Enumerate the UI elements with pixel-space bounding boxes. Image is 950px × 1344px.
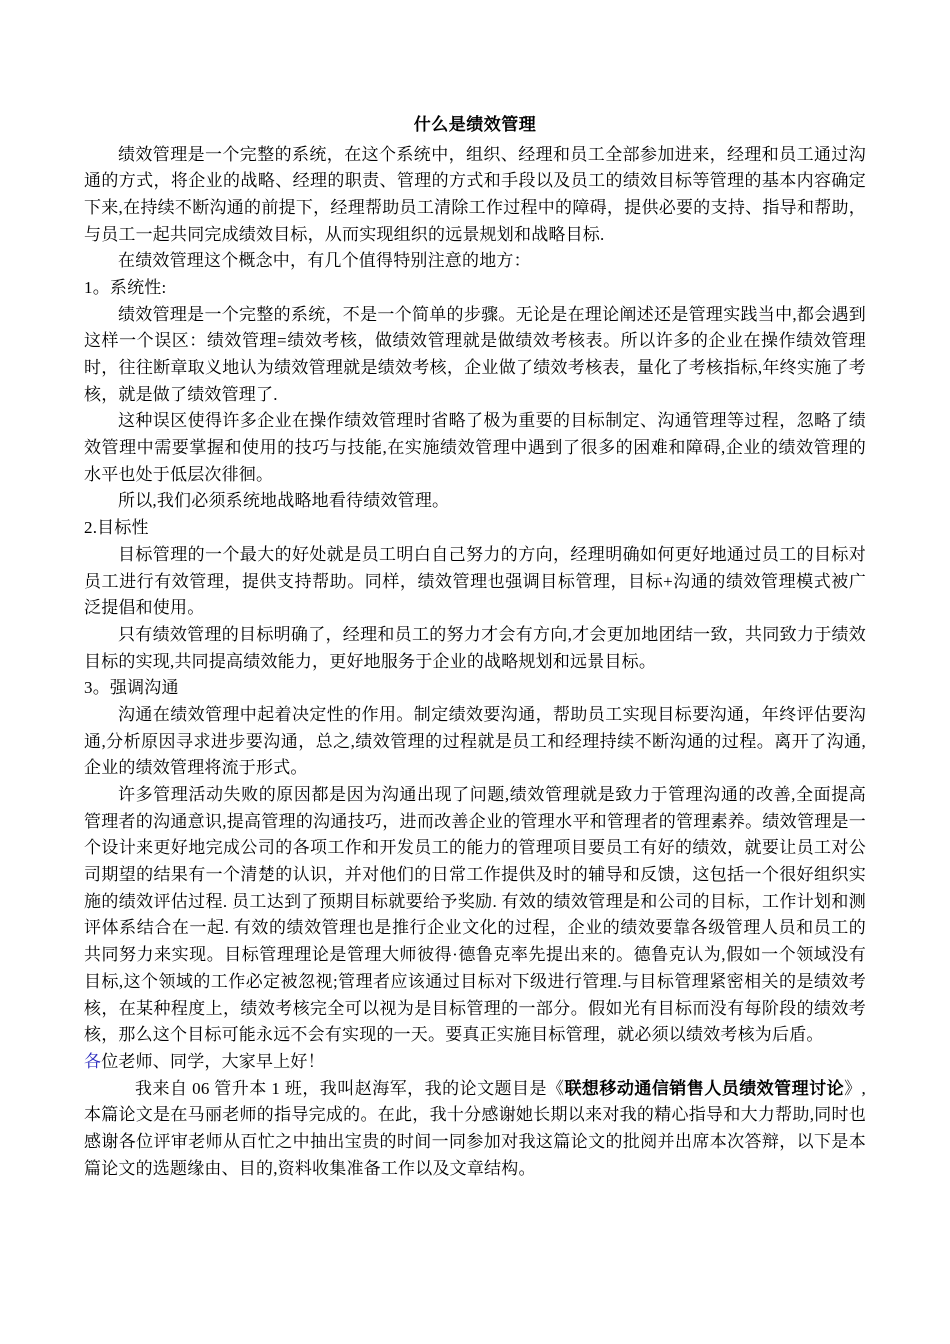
paragraph: 目标管理的一个最大的好处就是员工明白自己努力的方向，经理明确如何更好地通过员工的目标对员工进行有效管理，提供支持帮助。同样，绩效管理也强调目标管理，目标+沟通的绩效管理模式被广泛提倡和使用。 — [84, 544, 866, 618]
closing-tail: 》,本篇论文是在马丽老师的指导完成的。在此，我十分感谢她长期以来对我的精心指导和大力帮助,同时也感谢各位评审老师从百忙之中抽出宝贵的时间一同参加对我这篇论文的批阅并出席本次答辩，以下是本篇论文的选题缘由、目的,资料收集准备工作以及文章结构。 — [84, 1078, 866, 1178]
paragraph: 许多管理活动失败的原因都是因为沟通出现了问题,绩效管理就是致力于管理沟通的改善,全面提高管理者的沟通意识,提高管理的沟通技巧，进而改善企业的管理水平和管理者的管理素养。绩效管理是一个设计来更好地完成公司的各项工作和开发员工的能力的管理项目要员工有好的绩效，就要让员工对公司期望的结果有一个清楚的认识，并对他们的日常工作提供及时的辅导和反馈，这包括一个很好组织实施的绩效评估过程. 员工达到了预期目标就要给予奖励. 有效的绩效管理是和公司的目标，工作计划和测评体系结合在一起. 有效的绩效管理也是推行企业文化的过程，企业的绩效要靠各级管理人员和员工的共同努力来实现。目标管理理论是管理大师彼得·德鲁克率先提出来的。德鲁克认为,假如一个领域没有目标,这个领域的工作必定被忽视;管理者应该通过目标对下级进行管理.与目标管理紧密相关的是绩效考核，在某种程度上，绩效考核完全可以视为是目标管理的一部分。假如光有目标而没有每阶段的绩效考核，那么这个目标可能永远不会有实现的一天。要真正实施目标管理，就必须以绩效考核为后盾。 — [84, 785, 866, 1045]
paragraph: 这种误区使得许多企业在操作绩效管理时省略了极为重要的目标制定、沟通管理等过程，忽略了绩效管理中需要掌握和使用的技巧与技能,在实施绩效管理中遇到了很多的困难和障碍,企业的绩效管理的水平也处于低层次徘徊。 — [84, 411, 866, 484]
closing-paragraph — [84, 1076, 866, 1183]
section-heading-3: 3。强调沟通 — [84, 678, 179, 698]
paragraph: 所以,我们必须系统地战略地看待绩效管理。 — [118, 491, 450, 511]
page-title: 什么是绩效管理 — [413, 115, 537, 134]
greeting-line — [84, 1049, 866, 1076]
thesis-title: 联想移动通信销售人员绩效管理讨论 — [564, 1078, 845, 1098]
paragraph: 绩效管理是一个完整的系统，不是一个简单的步骤。无论是在理论阐述还是管理实践当中,都会遇到这样一个误区：绩效管理=绩效考核，做绩效管理就是做绩效考核表。所以许多的企业在操作绩效管理时，往往断章取义地认为绩效管理就是绩效考核，企业做了绩效考核表，量化了考核指标,年终实施了考核，就是做了绩效管理了. — [84, 304, 866, 404]
closing-lead: 我来自 06 管升本 1 班，我叫赵海军，我的论文题目是《 — [135, 1078, 565, 1098]
paragraph: 只有绩效管理的目标明确了，经理和员工的努力才会有方向,才会更加地团结一致，共同致力于绩效目标的实现,共同提高绩效能力，更好地服务于企业的战略规划和远景目标。 — [84, 624, 866, 671]
section-heading-1: 1。系统性: — [84, 277, 167, 297]
greeting-rest: 位老师、同学，大家早上好！ — [101, 1051, 325, 1071]
paragraph: 绩效管理是一个完整的系统，在这个系统中，组织、经理和员工全部参加进来，经理和员工通过沟通的方式，将企业的战略、经理的职责、管理的方式和手段以及员工的绩效目标等管理的基本内容确定下来,在持续不断沟通的前提下，经理帮助员工清除工作过程中的障碍，提供必要的支持、指导和帮助，与员工一起共同完成绩效目标，从而实现组织的远景规划和战略目标. — [84, 144, 866, 244]
greeting-first-char: 各 — [84, 1051, 102, 1071]
paragraph: 在绩效管理这个概念中，有几个值得特别注意的地方： — [118, 251, 531, 271]
section-heading-2: 2.目标性 — [84, 518, 149, 538]
paragraph: 沟通在绩效管理中起着决定性的作用。制定绩效要沟通，帮助员工实现目标要沟通，年终评估要沟通,分析原因寻求进步要沟通，总之,绩效管理的过程就是员工和经理持续不断沟通的过程。离开了沟通,企业的绩效管理将流于形式。 — [84, 704, 866, 778]
